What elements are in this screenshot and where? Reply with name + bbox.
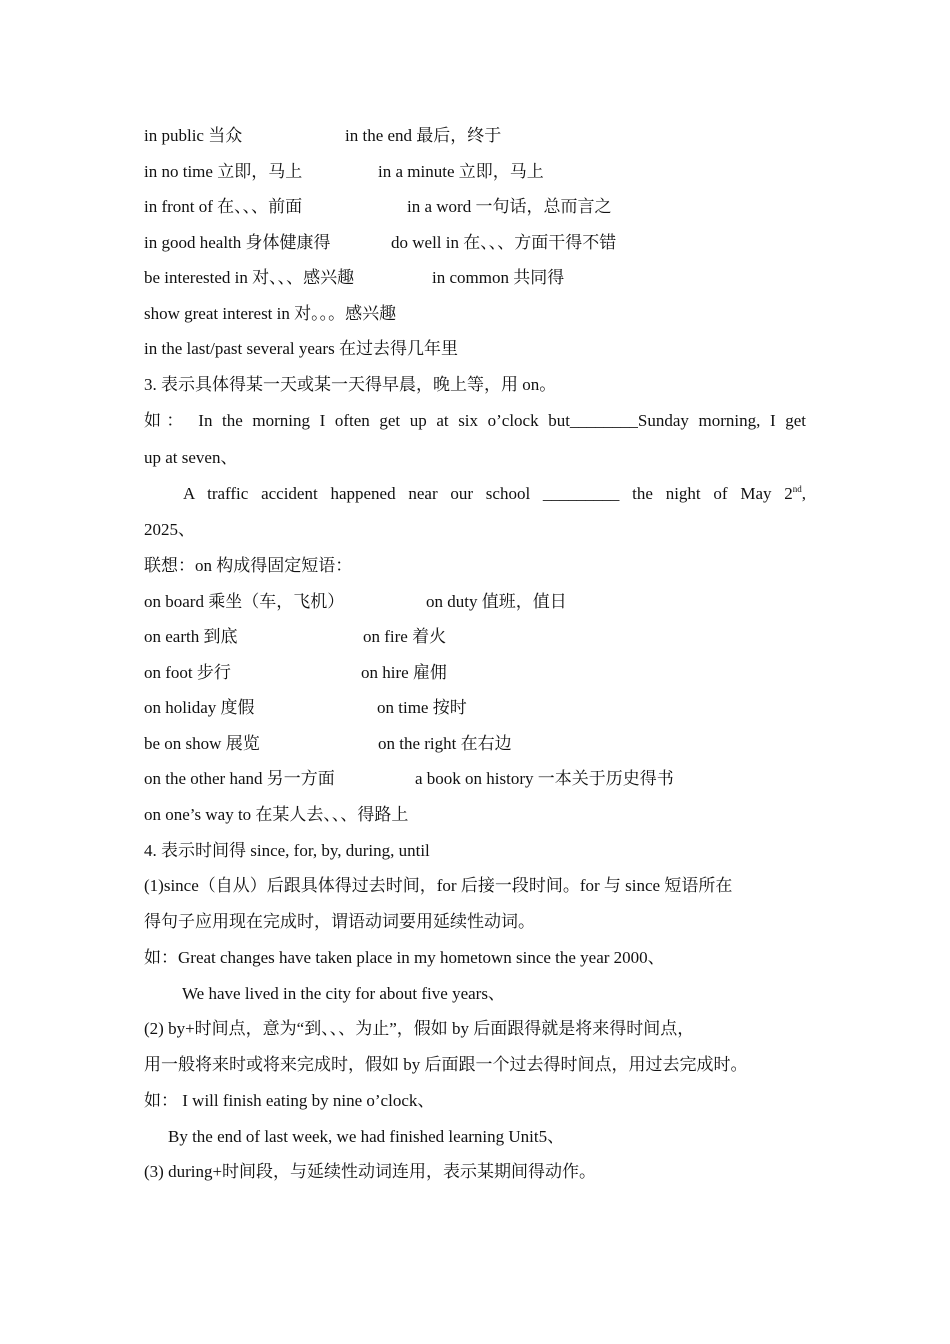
paragraph-line: (1)since（自从）后跟具体得过去时间，for 后接一段时间。for 与 since 短语所在 [144,876,733,895]
superscript: nd [792,484,802,494]
paragraph-line: (3) during+时间段，与延续性动词连用，表示某期间得动作。 [144,1162,597,1181]
phrase: on earth 到底 [144,627,238,646]
phrase: in front of 在、、、前面 [144,197,303,216]
paragraph-line: 用一般将来时或将来完成时，假如 by 后面跟一个过去得时间点，用过去完成时。 [144,1055,748,1074]
example-sentence: 如： In the morning I often get up at six o’clock but________Sunday morning, I get [144,411,806,430]
section-heading: 4. 表示时间得 since, for, by, during, until [144,841,430,860]
phrase: be interested in 对、、、感兴趣 [144,268,355,287]
phrase: on duty 值班，值日 [426,592,567,611]
phrase-row [144,591,567,613]
phrase-row [144,232,617,254]
example-sentence: 如： I will finish eating by nine o’clock、 [144,1091,435,1110]
phrase-row [144,161,544,183]
phrase: in the last/past several years 在过去得几年里 [144,339,458,358]
paragraph-line: (2) by+时间点，意为“到、、、为止”，假如 by 后面跟得就是将来得时间点， [144,1019,695,1038]
phrase-row [144,267,565,289]
phrase: on the other hand 另一方面 [144,769,335,788]
phrase: in a word 一句话，总而言之 [407,197,612,216]
phrase: in good health 身体健康得 [144,233,331,252]
subheading: 联想：on 构成得固定短语： [144,556,353,575]
phrase: show great interest in 对。。。感兴趣 [144,304,397,323]
phrase: on one’s way to 在某人去、、、得路上 [144,805,409,824]
phrase-row [144,196,612,218]
phrase-row [144,125,502,147]
phrase: in a minute 立即，马上 [378,162,544,181]
example-sentence: 如：Great changes have taken place in my hometown since the year 2000、 [144,948,665,967]
phrase: in no time 立即，马上 [144,162,303,181]
phrase: in the end 最后，终于 [345,126,502,145]
example-sentence: 2025、 [144,520,195,539]
phrase-row [144,733,512,755]
section-heading: 3. 表示具体得某一天或某一天得早晨，晚上等，用 on。 [144,375,557,394]
phrase: in public 当众 [144,126,243,145]
phrase: on holiday 度假 [144,698,255,717]
phrase: be on show 展览 [144,734,260,753]
phrase: on hire 雇佣 [361,663,447,682]
phrase-row [144,697,467,719]
example-text: A traffic accident happened near our school _________ the night of May 2 [183,484,793,503]
phrase: on fire 着火 [363,627,447,646]
phrase: on time 按时 [377,698,467,717]
example-sentence: up at seven、 [144,448,238,467]
phrase: on foot 步行 [144,663,231,682]
phrase-row [144,768,674,790]
example-sentence: We have lived in the city for about five years、 [182,984,505,1003]
phrase-row [144,662,447,684]
example-sentence: By the end of last week, we had finished learning Unit5、 [168,1127,565,1146]
paragraph-line: 得句子应用现在完成时，谓语动词要用延续性动词。 [144,912,535,931]
phrase: in common 共同得 [432,268,565,287]
phrase: on board 乘坐（车，飞机） [144,592,345,611]
phrase: on the right 在右边 [378,734,512,753]
example-sentence [183,483,806,505]
phrase: do well in 在、、、方面干得不错 [391,233,617,252]
phrase-row [144,626,447,648]
phrase: a book on history 一本关于历史得书 [415,769,674,788]
example-text: , [801,484,806,503]
